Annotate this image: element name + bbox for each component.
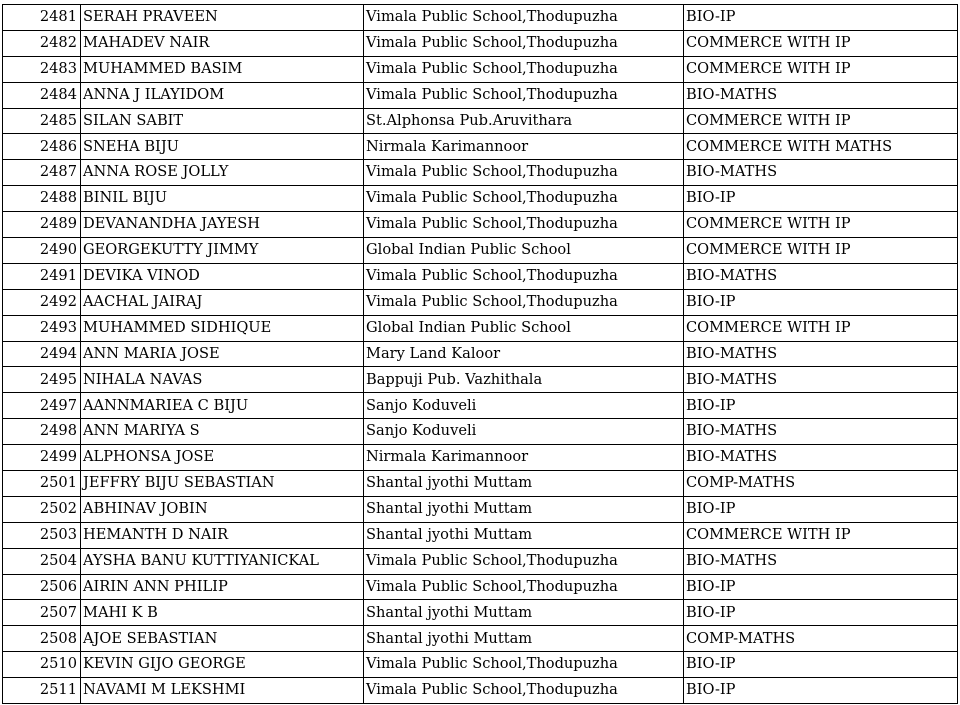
school-name-cell: Nirmala Karimannoor: [364, 445, 684, 471]
stream-cell: BIO-IP: [684, 496, 958, 522]
table-row: [3, 393, 958, 419]
roll-number-cell: 2504: [3, 548, 81, 574]
roll-number-cell: 2510: [3, 652, 81, 678]
school-name-cell: Vimala Public School,Thodupuzha: [364, 212, 684, 238]
roll-number-cell: 2495: [3, 367, 81, 393]
stream-cell: COMMERCE WITH IP: [684, 30, 958, 56]
table-row: [3, 186, 958, 212]
student-name-cell: KEVIN GIJO GEORGE: [81, 652, 364, 678]
table-body: [3, 5, 958, 704]
student-name-cell: BINIL BIJU: [81, 186, 364, 212]
stream-cell: BIO-IP: [684, 678, 958, 704]
student-name-cell: MUHAMMED SIDHIQUE: [81, 315, 364, 341]
table-row: [3, 419, 958, 445]
student-name-cell: SNEHA BIJU: [81, 134, 364, 160]
roll-number-cell: 2493: [3, 315, 81, 341]
student-name-cell: ANN MARIA JOSE: [81, 341, 364, 367]
table-row: [3, 134, 958, 160]
school-name-cell: Shantal jyothi Muttam: [364, 522, 684, 548]
student-name-cell: DEVANANDHA JAYESH: [81, 212, 364, 238]
table-row: [3, 522, 958, 548]
school-name-cell: Shantal jyothi Muttam: [364, 600, 684, 626]
stream-cell: BIO-IP: [684, 5, 958, 31]
stream-cell: COMMERCE WITH IP: [684, 522, 958, 548]
table-row: [3, 82, 958, 108]
table-row: [3, 574, 958, 600]
roll-number-cell: 2511: [3, 678, 81, 704]
stream-cell: BIO-IP: [684, 574, 958, 600]
student-name-cell: NAVAMI M LEKSHMI: [81, 678, 364, 704]
school-name-cell: Vimala Public School,Thodupuzha: [364, 82, 684, 108]
school-name-cell: Vimala Public School,Thodupuzha: [364, 574, 684, 600]
stream-cell: BIO-MATHS: [684, 82, 958, 108]
school-name-cell: Shantal jyothi Muttam: [364, 496, 684, 522]
roll-number-cell: 2494: [3, 341, 81, 367]
student-name-cell: SERAH PRAVEEN: [81, 5, 364, 31]
table-row: [3, 626, 958, 652]
table-row: [3, 56, 958, 82]
stream-cell: COMMERCE WITH IP: [684, 56, 958, 82]
roll-number-cell: 2498: [3, 419, 81, 445]
stream-cell: BIO-IP: [684, 600, 958, 626]
student-name-cell: AACHAL JAIRAJ: [81, 289, 364, 315]
student-name-cell: MAHADEV NAIR: [81, 30, 364, 56]
school-name-cell: Vimala Public School,Thodupuzha: [364, 652, 684, 678]
stream-cell: BIO-IP: [684, 393, 958, 419]
table-row: [3, 289, 958, 315]
student-name-cell: HEMANTH D NAIR: [81, 522, 364, 548]
student-name-cell: ABHINAV JOBIN: [81, 496, 364, 522]
student-name-cell: AYSHA BANU KUTTIYANICKAL: [81, 548, 364, 574]
table-row: [3, 471, 958, 497]
stream-cell: BIO-MATHS: [684, 341, 958, 367]
stream-cell: BIO-MATHS: [684, 445, 958, 471]
school-name-cell: Vimala Public School,Thodupuzha: [364, 186, 684, 212]
table-row: [3, 367, 958, 393]
school-name-cell: Sanjo Koduveli: [364, 393, 684, 419]
roll-number-cell: 2503: [3, 522, 81, 548]
roll-number-cell: 2491: [3, 263, 81, 289]
table-row: [3, 600, 958, 626]
student-name-cell: DEVIKA VINOD: [81, 263, 364, 289]
roll-number-cell: 2487: [3, 160, 81, 186]
school-name-cell: Bappuji Pub. Vazhithala: [364, 367, 684, 393]
roll-number-cell: 2482: [3, 30, 81, 56]
table-row: [3, 108, 958, 134]
table-row: [3, 238, 958, 264]
table-row: [3, 652, 958, 678]
table-row: [3, 548, 958, 574]
stream-cell: COMMERCE WITH IP: [684, 108, 958, 134]
roll-number-cell: 2481: [3, 5, 81, 31]
school-name-cell: St.Alphonsa Pub.Aruvithara: [364, 108, 684, 134]
school-name-cell: Vimala Public School,Thodupuzha: [364, 263, 684, 289]
roll-number-cell: 2490: [3, 238, 81, 264]
school-name-cell: Shantal jyothi Muttam: [364, 471, 684, 497]
student-name-cell: ANNA ROSE JOLLY: [81, 160, 364, 186]
stream-cell: COMMERCE WITH IP: [684, 238, 958, 264]
student-name-cell: ANNA J ILAYIDOM: [81, 82, 364, 108]
school-name-cell: Vimala Public School,Thodupuzha: [364, 289, 684, 315]
table-row: [3, 341, 958, 367]
school-name-cell: Global Indian Public School: [364, 238, 684, 264]
school-name-cell: Vimala Public School,Thodupuzha: [364, 160, 684, 186]
table-row: [3, 30, 958, 56]
stream-cell: BIO-IP: [684, 652, 958, 678]
stream-cell: BIO-IP: [684, 186, 958, 212]
student-name-cell: MUHAMMED BASIM: [81, 56, 364, 82]
stream-cell: COMMERCE WITH IP: [684, 212, 958, 238]
roll-number-cell: 2499: [3, 445, 81, 471]
roll-number-cell: 2483: [3, 56, 81, 82]
school-name-cell: Vimala Public School,Thodupuzha: [364, 5, 684, 31]
school-name-cell: Vimala Public School,Thodupuzha: [364, 548, 684, 574]
table-row: [3, 315, 958, 341]
roll-number-cell: 2506: [3, 574, 81, 600]
table-row: [3, 263, 958, 289]
table-row: [3, 212, 958, 238]
school-name-cell: Vimala Public School,Thodupuzha: [364, 678, 684, 704]
school-name-cell: Global Indian Public School: [364, 315, 684, 341]
stream-cell: COMP-MATHS: [684, 626, 958, 652]
roll-number-cell: 2497: [3, 393, 81, 419]
table-row: [3, 5, 958, 31]
student-name-cell: ANN MARIYA S: [81, 419, 364, 445]
student-table: [2, 4, 958, 704]
roll-number-cell: 2488: [3, 186, 81, 212]
stream-cell: COMMERCE WITH IP: [684, 315, 958, 341]
student-name-cell: JEFFRY BIJU SEBASTIAN: [81, 471, 364, 497]
school-name-cell: Sanjo Koduveli: [364, 419, 684, 445]
roll-number-cell: 2508: [3, 626, 81, 652]
roll-number-cell: 2501: [3, 471, 81, 497]
roll-number-cell: 2502: [3, 496, 81, 522]
school-name-cell: Mary Land Kaloor: [364, 341, 684, 367]
roll-number-cell: 2492: [3, 289, 81, 315]
school-name-cell: Shantal jyothi Muttam: [364, 626, 684, 652]
stream-cell: BIO-IP: [684, 289, 958, 315]
roll-number-cell: 2485: [3, 108, 81, 134]
roll-number-cell: 2489: [3, 212, 81, 238]
student-name-cell: GEORGEKUTTY JIMMY: [81, 238, 364, 264]
school-name-cell: Nirmala Karimannoor: [364, 134, 684, 160]
stream-cell: BIO-MATHS: [684, 160, 958, 186]
table-row: [3, 496, 958, 522]
stream-cell: BIO-MATHS: [684, 263, 958, 289]
student-name-cell: ALPHONSA JOSE: [81, 445, 364, 471]
student-name-cell: NIHALA NAVAS: [81, 367, 364, 393]
table-row: [3, 678, 958, 704]
student-name-cell: SILAN SABIT: [81, 108, 364, 134]
roll-number-cell: 2484: [3, 82, 81, 108]
stream-cell: BIO-MATHS: [684, 419, 958, 445]
roll-number-cell: 2507: [3, 600, 81, 626]
roll-number-cell: 2486: [3, 134, 81, 160]
table-row: [3, 160, 958, 186]
student-name-cell: AIRIN ANN PHILIP: [81, 574, 364, 600]
stream-cell: COMMERCE WITH MATHS: [684, 134, 958, 160]
stream-cell: COMP-MATHS: [684, 471, 958, 497]
student-name-cell: AJOE SEBASTIAN: [81, 626, 364, 652]
stream-cell: BIO-MATHS: [684, 367, 958, 393]
school-name-cell: Vimala Public School,Thodupuzha: [364, 30, 684, 56]
student-name-cell: AANNMARIEA C BIJU: [81, 393, 364, 419]
table-row: [3, 445, 958, 471]
student-name-cell: MAHI K B: [81, 600, 364, 626]
stream-cell: BIO-MATHS: [684, 548, 958, 574]
school-name-cell: Vimala Public School,Thodupuzha: [364, 56, 684, 82]
